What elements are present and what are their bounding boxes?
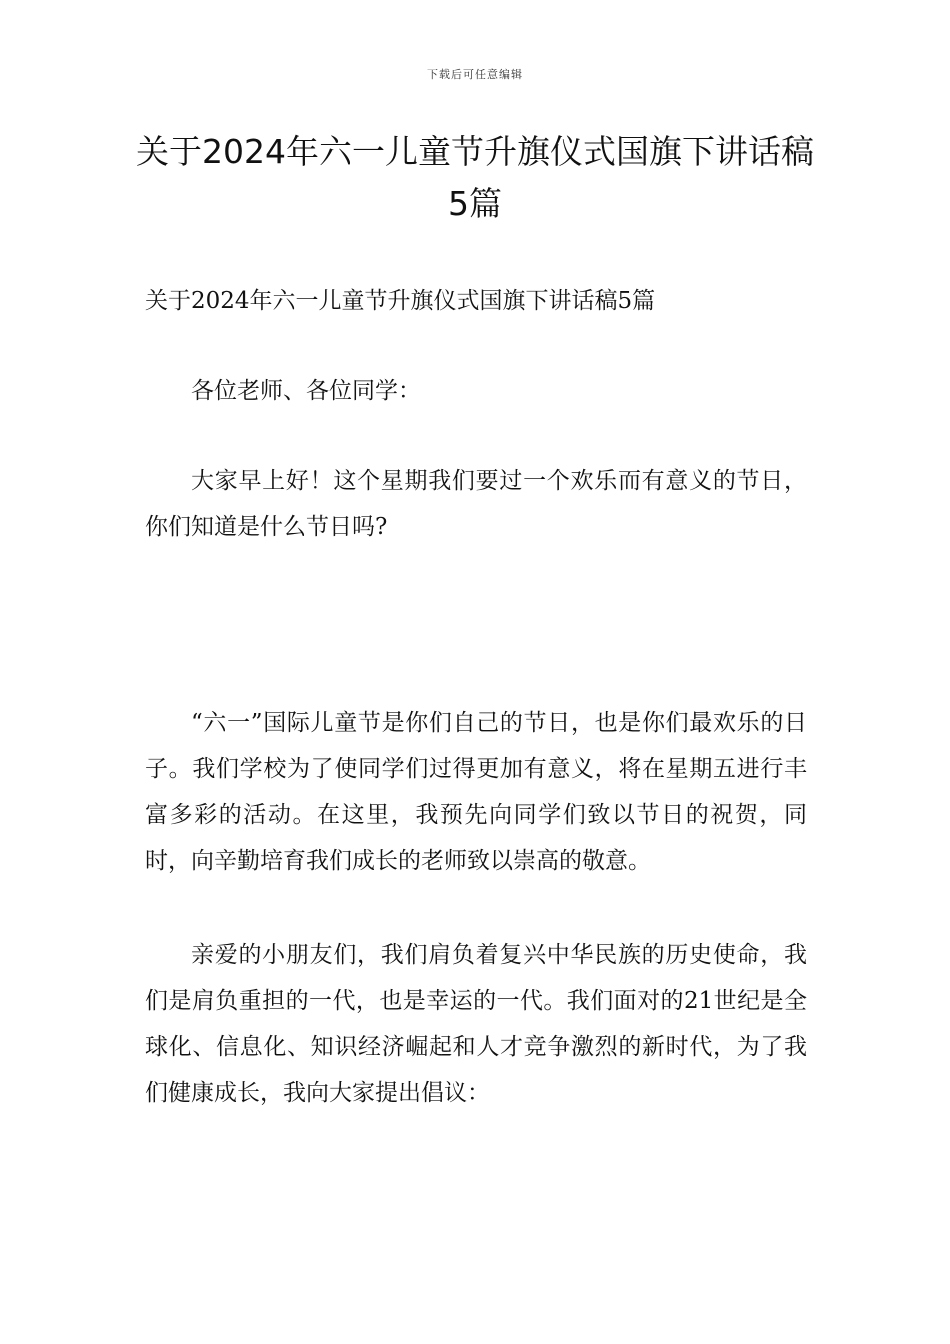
paragraph-mission: 亲爱的小朋友们，我们肩负着复兴中华民族的历史使命，我们是肩负重担的一代，也是幸运的一代。我们面对的21世纪是全球化、信息化、知识经济崛起和人才竞争激烈的新时代，为了我们健康成长，我向大家提出倡议： (145, 942, 807, 1106)
document-body (145, 278, 807, 1116)
paragraph-childrens-day: “六一”国际儿童节是你们自己的节日，也是你们最欢乐的日子。我们学校为了使同学们过得更加有意义，将在星期五进行丰富多彩的活动。在这里，我预先向同学们致以节日的祝贺，同时，向辛勤培育我们成长的老师致以崇高的敬意。 (145, 710, 807, 874)
document-title: 关于2024年六一儿童节升旗仪式国旗下讲话稿5篇 (136, 132, 814, 223)
document-subtitle: 关于2024年六一儿童节升旗仪式国旗下讲话稿5篇 (145, 288, 656, 314)
paragraph-opening: 大家早上好！这个星期我们要过一个欢乐而有意义的节日，你们知道是什么节日吗? (145, 468, 807, 540)
header-note: 下载后可任意编辑 (427, 68, 523, 81)
paragraph-greeting: 各位老师、各位同学： (191, 378, 421, 404)
